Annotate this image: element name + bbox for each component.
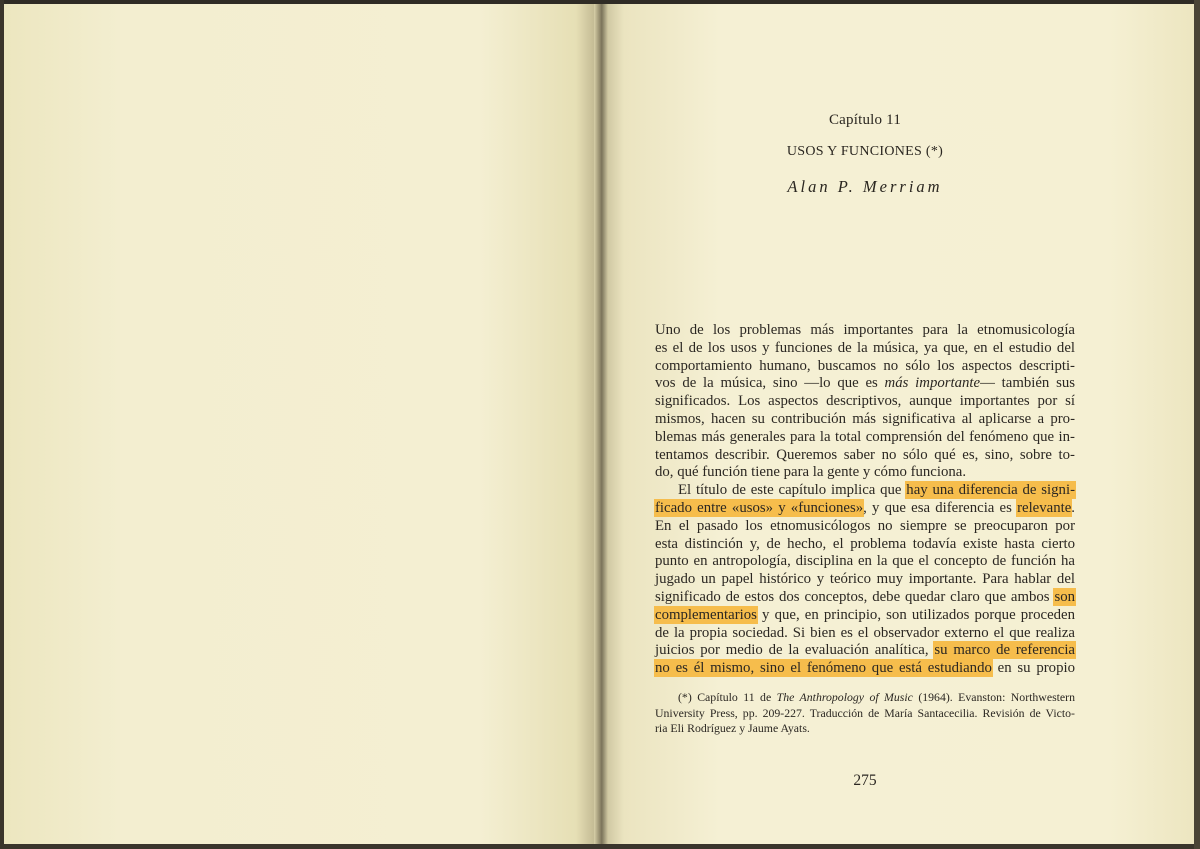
highlighted-text: son bbox=[1054, 588, 1075, 605]
footnote-line1-pre: (*) Capítulo 11 de bbox=[678, 690, 777, 704]
chapter-title: USOS Y FUNCIONES (*) bbox=[786, 144, 944, 159]
body-line bbox=[655, 660, 1075, 678]
body-line bbox=[655, 340, 1075, 358]
body-line bbox=[655, 429, 1075, 447]
body-text-segment: y que, en principio, son utilizados porque proceden bbox=[756, 606, 1075, 623]
body-text-segment: esta distinción y, de hecho, el problema todavía existe hasta cierto bbox=[655, 535, 1075, 552]
highlighted-text: complementarios bbox=[655, 606, 757, 623]
body-line bbox=[655, 536, 1075, 554]
body-line bbox=[655, 358, 1075, 376]
body-text-segment: vos de la música, sino —lo que es bbox=[655, 375, 885, 392]
scan-edge-bottom bbox=[0, 844, 1200, 849]
body-text-segment: de la propia sociedad. Si bien es el observador externo el que realiza bbox=[655, 624, 1075, 641]
body-text-segment: punto en antropología, disciplina en la que el concepto de función ha bbox=[655, 553, 1075, 570]
body-text-segment: blemas más generales para la total comprensión del fenómeno que in- bbox=[655, 428, 1075, 445]
scan-edge-left bbox=[0, 0, 4, 849]
body-text-segment: do, qué función tiene para la gente y cómo funciona. bbox=[655, 464, 967, 481]
body-text-segment: jugado un papel histórico y teórico muy importante. Para hablar del bbox=[655, 571, 1075, 588]
body-line bbox=[655, 447, 1075, 465]
highlighted-text: su marco de referencia bbox=[934, 642, 1075, 659]
body-text-segment: en su propio bbox=[991, 660, 1075, 677]
body-text-segment: tentamos describir. Queremos saber no sólo qué es, sino, sobre to- bbox=[655, 446, 1075, 463]
body-line bbox=[655, 642, 1075, 660]
body-text-segment: Uno de los problemas más importantes para la etnomusicología bbox=[655, 322, 1075, 338]
chapter-author: Alan P. Merriam bbox=[787, 177, 943, 196]
highlighted-text: ficado entre «usos» y «funciones» bbox=[655, 499, 864, 516]
body-text-segment: comportamiento humano, buscamos no sólo los aspectos descripti- bbox=[655, 357, 1075, 374]
body-text-segment: En el pasado los etnomusicólogos no siempre se preocuparon por bbox=[655, 517, 1075, 534]
chapter-label: Capítulo 11 bbox=[828, 112, 902, 128]
body-line bbox=[655, 500, 1075, 518]
body-line bbox=[655, 411, 1075, 429]
body-text-segment: significados. Los aspectos descriptivos, aunque importantes por sí bbox=[655, 393, 1075, 410]
body-line bbox=[655, 607, 1075, 625]
footnote-line: ria Eli Rodríguez y Jaume Ayats. bbox=[655, 721, 810, 735]
footnote-line1-post: (1964). Evanston: Northwestern bbox=[912, 690, 1075, 704]
body-text-segment: juicios por medio de la evaluación analítica, bbox=[655, 642, 935, 659]
highlighted-text: hay una diferencia de signi- bbox=[906, 482, 1075, 499]
body-line bbox=[655, 375, 1075, 393]
body-line bbox=[655, 553, 1075, 571]
footnote-book-title: The Anthropology of Music bbox=[776, 690, 913, 704]
page-number: 275 bbox=[853, 772, 877, 789]
body-line bbox=[655, 393, 1075, 411]
body-text-segment: — también sus bbox=[980, 375, 1075, 392]
body-line bbox=[655, 322, 1075, 340]
body-text-segment: El título de este capítulo implica que bbox=[678, 482, 907, 499]
scan-edge-right bbox=[1194, 0, 1200, 849]
body-line bbox=[655, 482, 1075, 500]
body-line bbox=[655, 518, 1075, 536]
footnote-line: University Press, pp. 209-227. Traducción de María Santacecilia. Revisión de Victo- bbox=[655, 705, 1075, 720]
footnote-line bbox=[655, 690, 1075, 706]
body-text bbox=[655, 322, 1075, 678]
body-line bbox=[655, 571, 1075, 589]
emphasis-text: más importante bbox=[884, 375, 981, 392]
body-text-segment: significado de estos dos conceptos, debe quedar claro que ambos bbox=[655, 588, 1055, 605]
highlighted-text: relevante bbox=[1017, 499, 1072, 516]
body-line bbox=[655, 589, 1075, 607]
body-line bbox=[655, 625, 1075, 643]
body-line bbox=[655, 464, 1075, 482]
book-gutter bbox=[594, 0, 608, 849]
body-text-segment: . bbox=[1071, 499, 1075, 516]
body-text-segment: es el de los usos y funciones de la música, ya que, en el estudio del bbox=[655, 339, 1075, 356]
body-text-segment: mismos, hacen su contribución más significativa al aplicarse a pro- bbox=[655, 410, 1075, 427]
highlighted-text: no es él mismo, sino el fenómeno que está estudiando bbox=[655, 660, 992, 677]
scan-edge-top bbox=[0, 0, 1200, 4]
footnote bbox=[655, 690, 1075, 737]
body-text-segment: , y que esa diferencia es bbox=[863, 499, 1018, 516]
